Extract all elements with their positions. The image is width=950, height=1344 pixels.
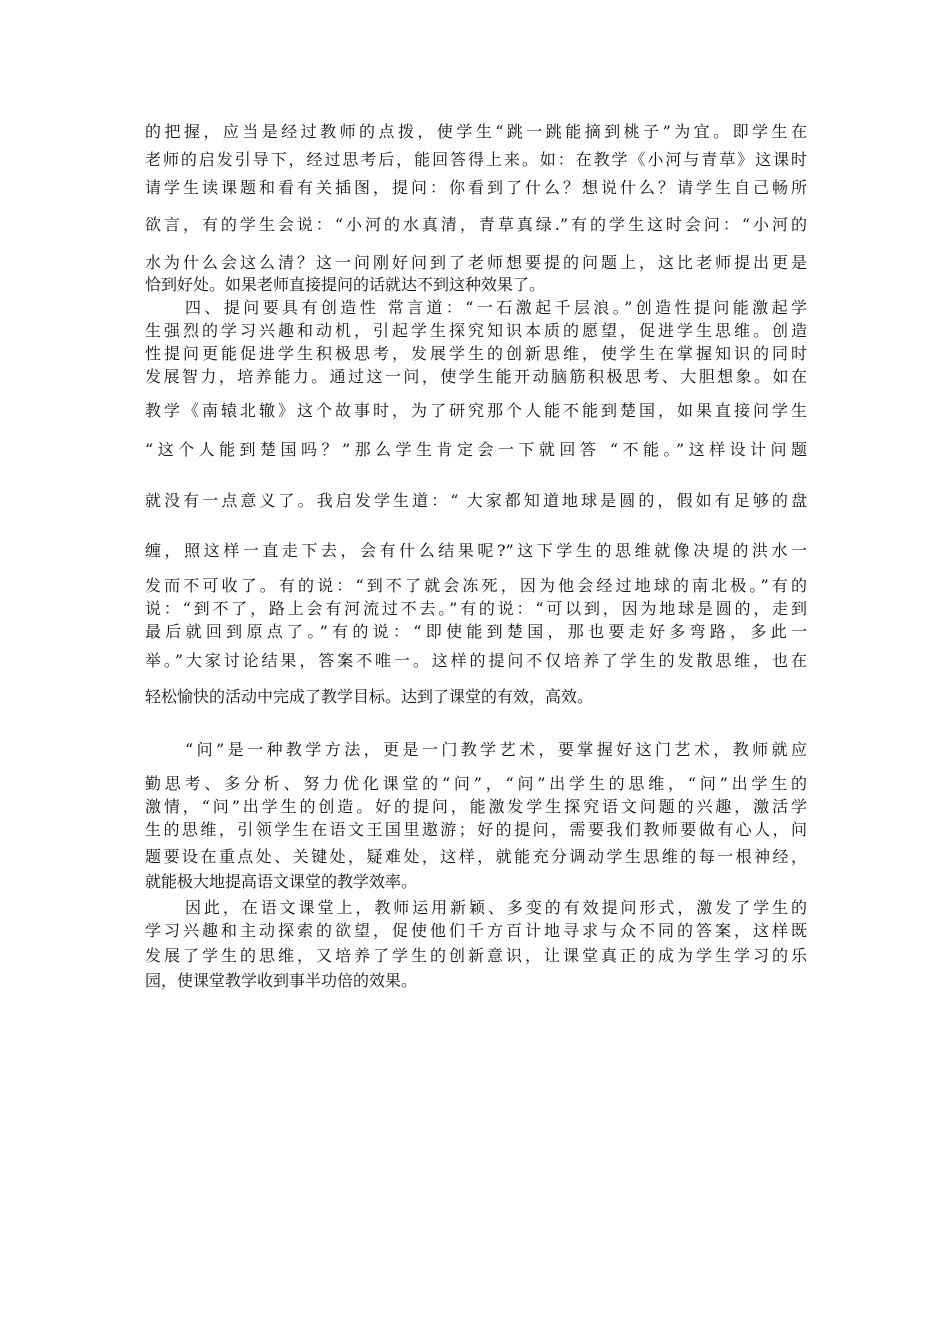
paragraph-start-line: 四、提问要具有创造性 常言道：“一石激起千层浪。”创造性提问能激起学 bbox=[185, 298, 807, 317]
text-line: 的把握，应当是经过教师的点拨，使学生“跳一跳能摘到桃子”为宜。即学生在 bbox=[145, 122, 807, 141]
text-line: 举。”大家讨论结果，答案不唯一。这样的提问不仅培养了学生的发散思维，也在 bbox=[145, 651, 807, 670]
text-line: 就能极大地提高语文课堂的教学效率。 bbox=[145, 872, 418, 891]
text-line: 轻松愉快的活动中完成了教学目标。达到了课堂的有效，高效。 bbox=[145, 687, 594, 706]
text-line: 老师的启发引导下，经过思考后，能回答得上来。如：在教学《小河与青草》这课时 bbox=[145, 150, 807, 169]
text-line: 学习兴趣和主动探索的欲望，促使他们千方百计地寻求与众不同的答案，这样既 bbox=[145, 921, 807, 940]
text-line: 欲言，有的学生会说：“小河的水真清，青草真绿.”有的学生这时会问：“小河的 bbox=[145, 215, 807, 234]
text-line: 生强烈的学习兴趣和动机，引起学生探究知识本质的愿望，促进学生思维。创造 bbox=[145, 321, 807, 340]
text-line: “这个人能到楚国吗？”那么学生肯定会一下就回答 “不能。”这样设计问题 bbox=[145, 440, 807, 459]
text-line: 园，使课堂教学收到事半功倍的效果。 bbox=[145, 971, 418, 990]
text-line: 勤思考、多分析、努力优化课堂的“问”，“问”出学生的思维，“问”出学生的 bbox=[145, 774, 807, 793]
text-line: 生的思维，引领学生在语文王国里遨游；好的提问，需要我们教师要做有心人，问 bbox=[145, 820, 807, 839]
text-line: 发而不可收了。有的说：“到不了就会冻死，因为他会经过地球的南北极。”有的 bbox=[145, 576, 807, 595]
paragraph-start-line: 因此，在语文课堂上，教师运用新颖、多变的有效提问形式，激发了学生的 bbox=[185, 898, 807, 917]
text-line: 说：“到不了，路上会有河流过不去。”有的说：“可以到，因为地球是圆的，走到 bbox=[145, 599, 807, 618]
text-line: 请学生读课题和看有关插图，提问：你看到了什么？想说什么？请学生自己畅所 bbox=[145, 178, 807, 197]
text-line: 最后就回到原点了。”有的说：“即使能到楚国，那也要走好多弯路，多此一 bbox=[145, 622, 807, 641]
text-line: 发展智力，培养能力。通过这一问，使学生能开动脑筋积极思考、大胆想象。如在 bbox=[145, 367, 807, 386]
paragraph-start-line: “问”是一种教学方法，更是一门教学艺术，要掌握好这门艺术，教师就应 bbox=[185, 740, 807, 759]
text-line: 激情，“问”出学生的创造。好的提问，能激发学生探究语文问题的兴趣，激活学 bbox=[145, 797, 807, 816]
text-line: 教学《南辕北辙》这个故事时，为了研究那个人能不能到楚国，如果直接问学生 bbox=[145, 401, 807, 420]
text-line: 缠，照这样一直走下去，会有什么结果呢?”这下学生的思维就像决堤的洪水一 bbox=[145, 541, 807, 560]
text-line: 就没有一点意义了。我启发学生道：“ 大家都知道地球是圆的，假如有足够的盘 bbox=[145, 491, 807, 510]
text-line: 性提问更能促进学生积极思考，发展学生的创新思维，使学生在掌握知识的同时 bbox=[145, 344, 807, 363]
text-line: 发展了学生的思维，又培养了学生的创新意识，让课堂真正的成为学生学习的乐 bbox=[145, 946, 807, 965]
text-line: 恰到好处。如果老师直接提问的话就达不到这种效果了。 bbox=[145, 275, 546, 294]
text-line: 水为什么会这么清？这一问刚好问到了老师想要提的问题上，这比老师提出更是 bbox=[145, 253, 807, 272]
text-line: 题要设在重点处、关键处，疑难处，这样，就能充分调动学生思维的每一根神经， bbox=[145, 847, 807, 866]
